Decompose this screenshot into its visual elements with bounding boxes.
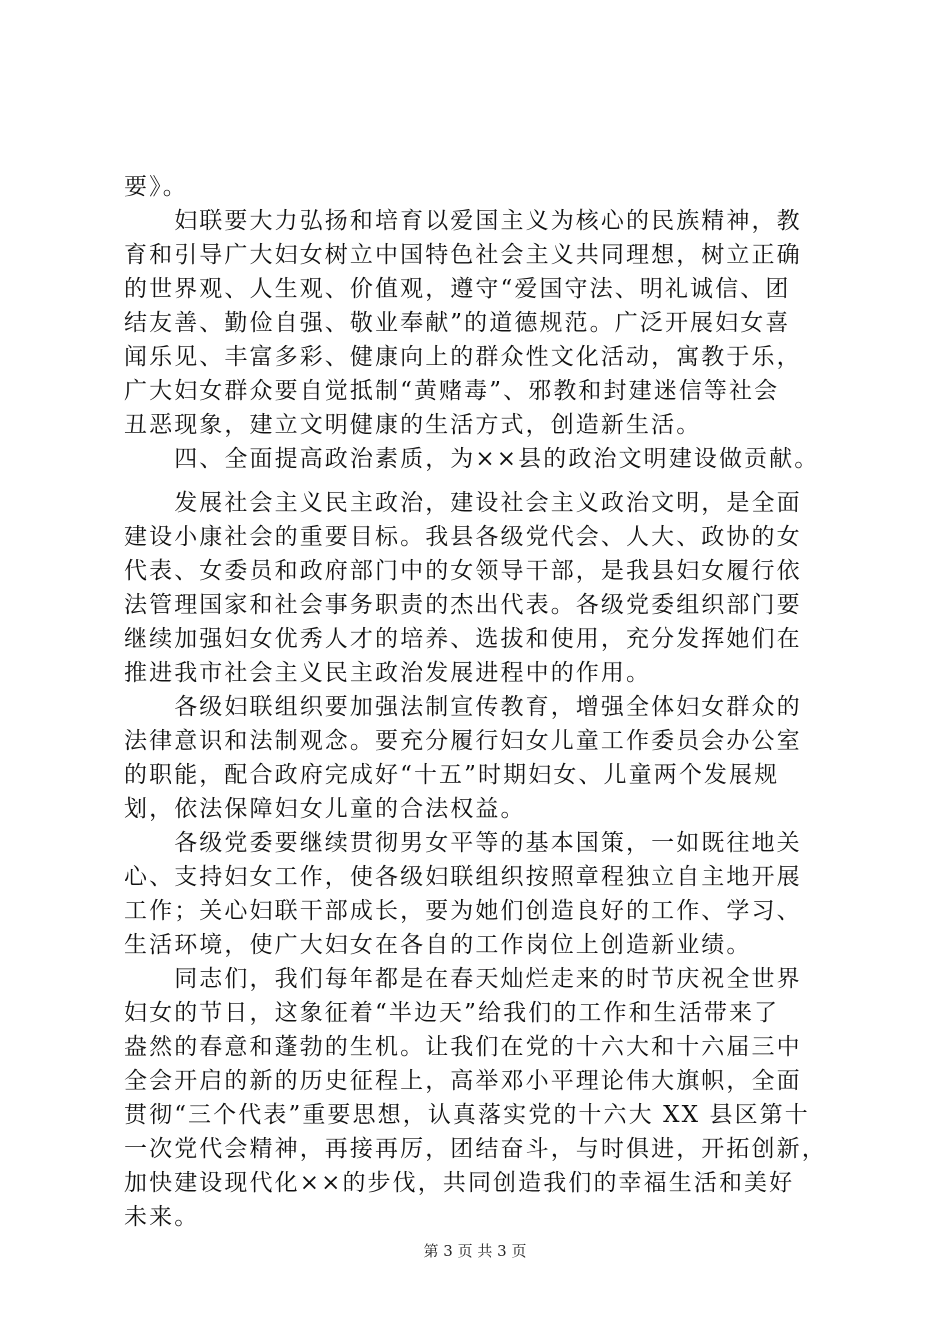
text-line: 妇女的节日，这象征着“半边天”给我们的工作和生活带来了 [124,1000,780,1026]
text-line: 妇联要大力弘扬和培育以爱国主义为核心的民族精神，教 [124,208,802,234]
text-line: 要》。 [124,174,188,200]
section-heading: 四、全面提高政治素质，为××县的政治文明建设做贡献。 [124,446,820,472]
text-line: 建设小康社会的重要目标。我县各级党代会、人大、政协的女 [124,524,802,550]
page-footer: 第 3 页 共 3 页 [423,1242,527,1260]
text-line: 的世界观、人生观、价值观，遵守“爱国守法、明礼诚信、团 [124,276,791,302]
text-line: 各级党委要继续贯彻男女平等的基本国策，一如既往地关 [124,830,802,856]
text-line: 贯彻“三个代表”重要思想，认真落实党的十六大 XX 县区第十 [124,1102,810,1128]
text-line: 心、支持妇女工作，使各级妇联组织按照章程独立自主地开展 [124,864,802,890]
text-line: 广大妇女群众要自觉抵制“黄赌毒”、邪教和封建迷信等社会 [124,378,780,404]
text-line: 一次党代会精神，再接再厉，团结奋斗，与时俱进，开拓创新， [124,1136,827,1162]
text-line: 未来。 [124,1204,200,1230]
text-line: 全会开启的新的历史征程上，高举邓小平理论伟大旗帜，全面 [124,1068,802,1094]
text-line: 同志们，我们每年都是在春天灿烂走来的时节庆祝全世界 [124,966,802,992]
text-line: 发展社会主义民主政治，建设社会主义政治文明，是全面 [124,490,802,516]
text-line: 代表、女委员和政府部门中的女领导干部，是我县妇女履行依 [124,558,802,584]
text-line: 盎然的春意和蓬勃的生机。让我们在党的十六大和十六届三中 [124,1034,802,1060]
text-line: 闻乐见、丰富多彩、健康向上的群众性文化活动，寓教于乐， [124,344,802,370]
text-line: 法律意识和法制观念。要充分履行妇女儿童工作委员会办公室 [124,728,802,754]
text-line: 育和引导广大妇女树立中国特色社会主义共同理想，树立正确 [124,242,802,268]
text-line: 各级妇联组织要加强法制宣传教育，增强全体妇女群众的 [124,694,802,720]
text-line: 法管理国家和社会事务职责的杰出代表。各级党委组织部门要 [124,592,802,618]
text-line: 加快建设现代化××的步伐，共同创造我们的幸福生活和美好 [124,1170,795,1196]
text-line: 继续加强妇女优秀人才的培养、选拔和使用，充分发挥她们在 [124,626,802,652]
text-line: 推进我市社会主义民主政治发展进程中的作用。 [124,660,652,686]
text-line: 划，依法保障妇女儿童的合法权益。 [124,796,526,822]
text-line: 工作；关心妇联干部成长，要为她们创造良好的工作、学习、 [124,898,802,924]
text-line: 丑恶现象，建立文明健康的生活方式，创造新生活。 [124,412,702,438]
text-line: 生活环境，使广大妇女在各自的工作岗位上创造新业绩。 [124,932,752,958]
text-line: 的职能，配合政府完成好“十五”时期妇女、儿童两个发展规 [124,762,780,788]
text-line: 结友善、勤俭自强、敬业奉献”的道德规范。广泛开展妇女喜 [124,310,791,336]
